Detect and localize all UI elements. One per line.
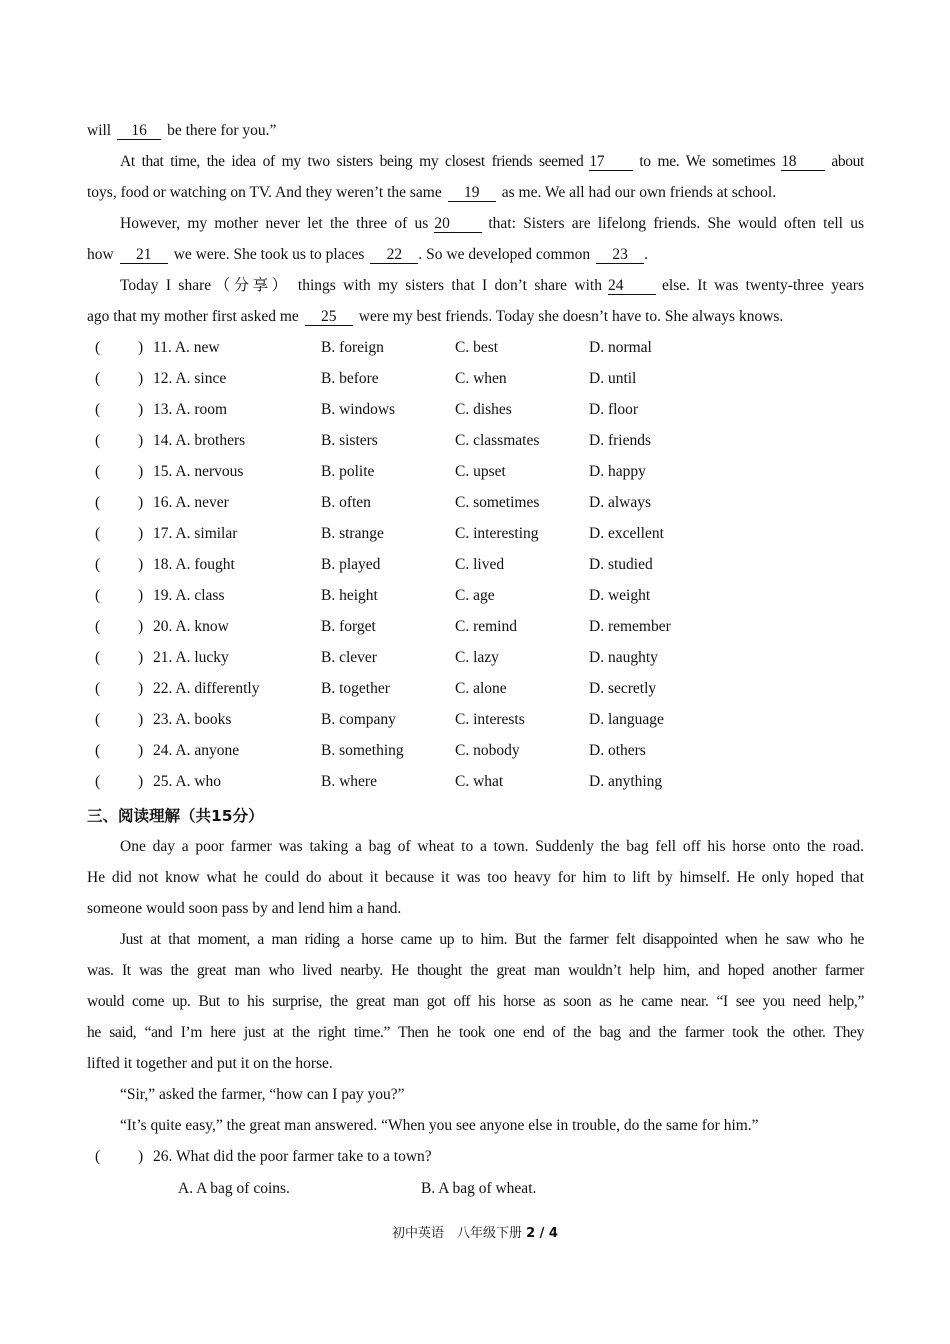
answer-paren-open[interactable]: ( bbox=[95, 463, 101, 480]
answer-paren-close: ) bbox=[138, 680, 144, 697]
text: as me. We all had our own friends at school. bbox=[501, 184, 777, 201]
answer-paren-open[interactable]: ( bbox=[95, 742, 101, 759]
reading-line: he said, “and I’m here just at the right time.” Then he took one end of the bag and the farmer took the other. They bbox=[87, 1024, 864, 1041]
option-b: B. company bbox=[321, 711, 396, 728]
option-row bbox=[87, 368, 867, 390]
blank-17: 17 bbox=[589, 154, 633, 171]
question-number: 25. bbox=[153, 773, 173, 790]
question-number: 23. bbox=[153, 711, 173, 728]
option-b: B. strange bbox=[321, 525, 384, 542]
question-number: 15. bbox=[153, 463, 173, 480]
option-c: C. dishes bbox=[455, 401, 512, 418]
text: that: Sisters are lifelong friends. She would often tell us bbox=[488, 215, 864, 232]
text: were my best friends. Today she doesn’t have to. She always knows. bbox=[358, 308, 784, 325]
text: will bbox=[87, 122, 112, 139]
answer-paren-close: ) bbox=[138, 1148, 144, 1165]
option-b: B. where bbox=[321, 773, 377, 790]
answer-paren-close: ) bbox=[138, 494, 144, 511]
question-26 bbox=[87, 1146, 867, 1168]
option-c: C. sometimes bbox=[455, 494, 540, 511]
reading-line: One day a poor farmer was taking a bag of wheat to a town. Suddenly the bag fell off his horse onto the road. bbox=[120, 838, 864, 855]
option-d: D. anything bbox=[589, 773, 663, 790]
option-row bbox=[87, 678, 867, 700]
blank-24: 24 bbox=[608, 278, 656, 295]
option-b: B. together bbox=[321, 680, 390, 697]
blank-23: 23 bbox=[596, 247, 644, 264]
option-a: A. who bbox=[175, 773, 222, 790]
answer-paren-close: ) bbox=[138, 711, 144, 728]
text: ago that my mother first asked me bbox=[87, 308, 299, 325]
blank-20: 20 bbox=[434, 216, 482, 233]
question-number: 26. bbox=[153, 1148, 173, 1165]
option-c: C. upset bbox=[455, 463, 506, 480]
blank-25: 25 bbox=[305, 309, 353, 326]
option-d: D. weight bbox=[589, 587, 651, 604]
question-number: 24. bbox=[153, 742, 173, 759]
blank-19: 19 bbox=[448, 185, 496, 202]
reading-line: “Sir,” asked the farmer, “how can I pay you?” bbox=[120, 1086, 405, 1103]
option-b: B. A bag of wheat. bbox=[421, 1180, 537, 1197]
option-row bbox=[87, 461, 867, 483]
text: At that time, the idea of my two sisters being my closest friends seemed bbox=[120, 153, 584, 170]
option-d: D. excellent bbox=[589, 525, 664, 542]
option-d: D. remember bbox=[589, 618, 671, 635]
text: . bbox=[644, 246, 649, 263]
option-a: A. brothers bbox=[175, 432, 246, 449]
option-d: D. others bbox=[589, 742, 646, 759]
question-number: 13. bbox=[153, 401, 173, 418]
question-number: 19. bbox=[153, 587, 173, 604]
question-number: 21. bbox=[153, 649, 173, 666]
option-d: D. floor bbox=[589, 401, 639, 418]
option-b: B. clever bbox=[321, 649, 377, 666]
option-row bbox=[87, 647, 867, 669]
option-b: B. often bbox=[321, 494, 371, 511]
answer-paren-open[interactable]: ( bbox=[95, 525, 101, 542]
reading-line: lifted it together and put it on the horse. bbox=[87, 1055, 333, 1072]
option-b: B. polite bbox=[321, 463, 375, 480]
cloze-line-2 bbox=[87, 151, 864, 173]
text: we were. She took us to places bbox=[173, 246, 365, 263]
answer-paren-close: ) bbox=[138, 525, 144, 542]
question-number: 22. bbox=[153, 680, 173, 697]
option-c: C. best bbox=[455, 339, 499, 356]
reading-line: would come up. But to his surprise, the great man got off his horse as soon as he came near. “I see you need help,” bbox=[87, 993, 864, 1010]
option-row bbox=[87, 399, 867, 421]
option-c: C. nobody bbox=[455, 742, 520, 759]
answer-paren-close: ) bbox=[138, 773, 144, 790]
option-b: B. something bbox=[321, 742, 404, 759]
option-c: C. remind bbox=[455, 618, 517, 635]
option-d: D. always bbox=[589, 494, 651, 511]
answer-paren-close: ) bbox=[138, 370, 144, 387]
answer-paren-open[interactable]: ( bbox=[95, 773, 101, 790]
option-a: A. new bbox=[174, 339, 220, 356]
option-a: A. differently bbox=[175, 680, 260, 697]
course-name: 初中英语 八年级下册 bbox=[392, 1226, 523, 1241]
blank-18: 18 bbox=[781, 154, 825, 171]
answer-paren-close: ) bbox=[138, 339, 144, 356]
answer-paren-close: ) bbox=[138, 742, 144, 759]
option-c: C. lived bbox=[455, 556, 505, 573]
cloze-line-7 bbox=[87, 306, 864, 328]
question-number: 17. bbox=[153, 525, 173, 542]
option-c: C. interesting bbox=[455, 525, 539, 542]
question-number: 12. bbox=[153, 370, 173, 387]
option-d: D. normal bbox=[589, 339, 652, 356]
option-row bbox=[87, 771, 867, 793]
answer-paren-close: ) bbox=[138, 587, 144, 604]
option-b: B. windows bbox=[321, 401, 396, 418]
cloze-line-5 bbox=[87, 244, 864, 266]
option-c: C. interests bbox=[455, 711, 525, 728]
option-a: A. lucky bbox=[175, 649, 229, 666]
option-row bbox=[87, 523, 867, 545]
option-row bbox=[87, 740, 867, 762]
option-a: A. know bbox=[175, 618, 229, 635]
option-b: B. foreign bbox=[321, 339, 384, 356]
option-a: A. never bbox=[175, 494, 229, 511]
option-a: A. books bbox=[175, 711, 232, 728]
option-row bbox=[87, 616, 867, 638]
option-b: B. forget bbox=[321, 618, 376, 635]
option-row bbox=[87, 337, 867, 359]
answer-paren-open[interactable]: ( bbox=[95, 494, 101, 511]
answer-paren-close: ) bbox=[138, 618, 144, 635]
reading-line: “It’s quite easy,” the great man answered. “When you see anyone else in trouble, do the same for him.” bbox=[120, 1117, 759, 1134]
option-c: C. classmates bbox=[455, 432, 540, 449]
answer-paren-open[interactable]: ( bbox=[95, 401, 101, 418]
text: Today I share（分享） things with my sisters that I don’t share with bbox=[120, 277, 602, 294]
option-a: A. since bbox=[175, 370, 227, 387]
option-b: B. before bbox=[321, 370, 379, 387]
option-b: B. sisters bbox=[321, 432, 378, 449]
option-d: D. happy bbox=[589, 463, 646, 480]
question-number: 20. bbox=[153, 618, 173, 635]
text: about bbox=[831, 153, 864, 170]
reading-line: Just at that moment, a man riding a horse came up to him. But the farmer felt disappointed when he saw who he bbox=[120, 931, 864, 948]
option-c: C. when bbox=[455, 370, 507, 387]
option-d: D. language bbox=[589, 711, 664, 728]
page-number: 2 / 4 bbox=[526, 1226, 558, 1241]
option-b: B. played bbox=[321, 556, 381, 573]
text: be there for you.” bbox=[167, 122, 277, 139]
answer-paren-open[interactable]: ( bbox=[95, 556, 101, 573]
blank-22: 22 bbox=[370, 247, 418, 264]
option-a: A. fought bbox=[175, 556, 235, 573]
option-c: C. what bbox=[455, 773, 504, 790]
answer-paren-close: ) bbox=[138, 401, 144, 418]
question-number: 18. bbox=[153, 556, 173, 573]
option-d: D. studied bbox=[589, 556, 653, 573]
question-number: 14. bbox=[153, 432, 173, 449]
option-row bbox=[87, 585, 867, 607]
option-a: A. class bbox=[175, 587, 225, 604]
reading-line: He did not know what he could do about it because it was too heavy for him to lift by himself. He only hoped that bbox=[87, 869, 864, 886]
option-a: A. room bbox=[175, 401, 228, 418]
answer-paren-open[interactable]: ( bbox=[95, 432, 101, 449]
option-a: A. A bag of coins. bbox=[178, 1180, 290, 1197]
option-row bbox=[87, 492, 867, 514]
text: . So we developed common bbox=[418, 246, 591, 263]
answer-paren-close: ) bbox=[138, 556, 144, 573]
answer-paren-open[interactable]: ( bbox=[95, 587, 101, 604]
text: However, my mother never let the three of us bbox=[120, 215, 429, 232]
question-number: 11. bbox=[153, 339, 172, 356]
answer-paren-close: ) bbox=[138, 463, 144, 480]
answer-paren-open[interactable]: ( bbox=[95, 711, 101, 728]
reading-line: someone would soon pass by and lend him a hand. bbox=[87, 900, 402, 917]
option-c: C. alone bbox=[455, 680, 507, 697]
text: how bbox=[87, 246, 114, 263]
text: else. It was twenty-three years bbox=[661, 277, 864, 294]
blank-16: 16 bbox=[117, 123, 161, 140]
question-text: What did the poor farmer take to a town? bbox=[175, 1148, 432, 1165]
answer-paren-close: ) bbox=[138, 432, 144, 449]
answer-paren-open[interactable]: ( bbox=[95, 339, 101, 356]
answer-paren-close: ) bbox=[138, 649, 144, 666]
option-a: A. nervous bbox=[175, 463, 244, 480]
blank-21: 21 bbox=[120, 247, 168, 264]
answer-paren-open[interactable]: ( bbox=[95, 1148, 101, 1165]
answer-paren-open[interactable]: ( bbox=[95, 618, 101, 635]
option-a: A. anyone bbox=[175, 742, 240, 759]
option-row bbox=[87, 430, 867, 452]
option-c: C. age bbox=[455, 587, 495, 604]
option-b: B. height bbox=[321, 587, 378, 604]
option-d: D. secretly bbox=[589, 680, 657, 697]
cloze-line-3 bbox=[87, 182, 864, 204]
answer-paren-open[interactable]: ( bbox=[95, 680, 101, 697]
section-title: 三、阅读理解（共15分） bbox=[87, 807, 264, 825]
cloze-line-4 bbox=[87, 213, 864, 235]
answer-paren-open[interactable]: ( bbox=[95, 370, 101, 387]
option-a: A. similar bbox=[175, 525, 238, 542]
option-row bbox=[87, 709, 867, 731]
option-row bbox=[87, 554, 867, 576]
option-d: D. friends bbox=[589, 432, 651, 449]
option-d: D. until bbox=[589, 370, 637, 387]
text: toys, food or watching on TV. And they weren’t the same bbox=[87, 184, 442, 201]
question-number: 16. bbox=[153, 494, 173, 511]
reading-line: was. It was the great man who lived nearby. He thought the great man wouldn’t help him, and hoped another farmer bbox=[87, 962, 864, 979]
cloze-line-6 bbox=[87, 275, 864, 297]
answer-paren-open[interactable]: ( bbox=[95, 649, 101, 666]
text: to me. We sometimes bbox=[639, 153, 776, 170]
option-c: C. lazy bbox=[455, 649, 499, 666]
cloze-line-1 bbox=[87, 120, 864, 142]
option-d: D. naughty bbox=[589, 649, 658, 666]
page-footer bbox=[0, 1224, 950, 1244]
